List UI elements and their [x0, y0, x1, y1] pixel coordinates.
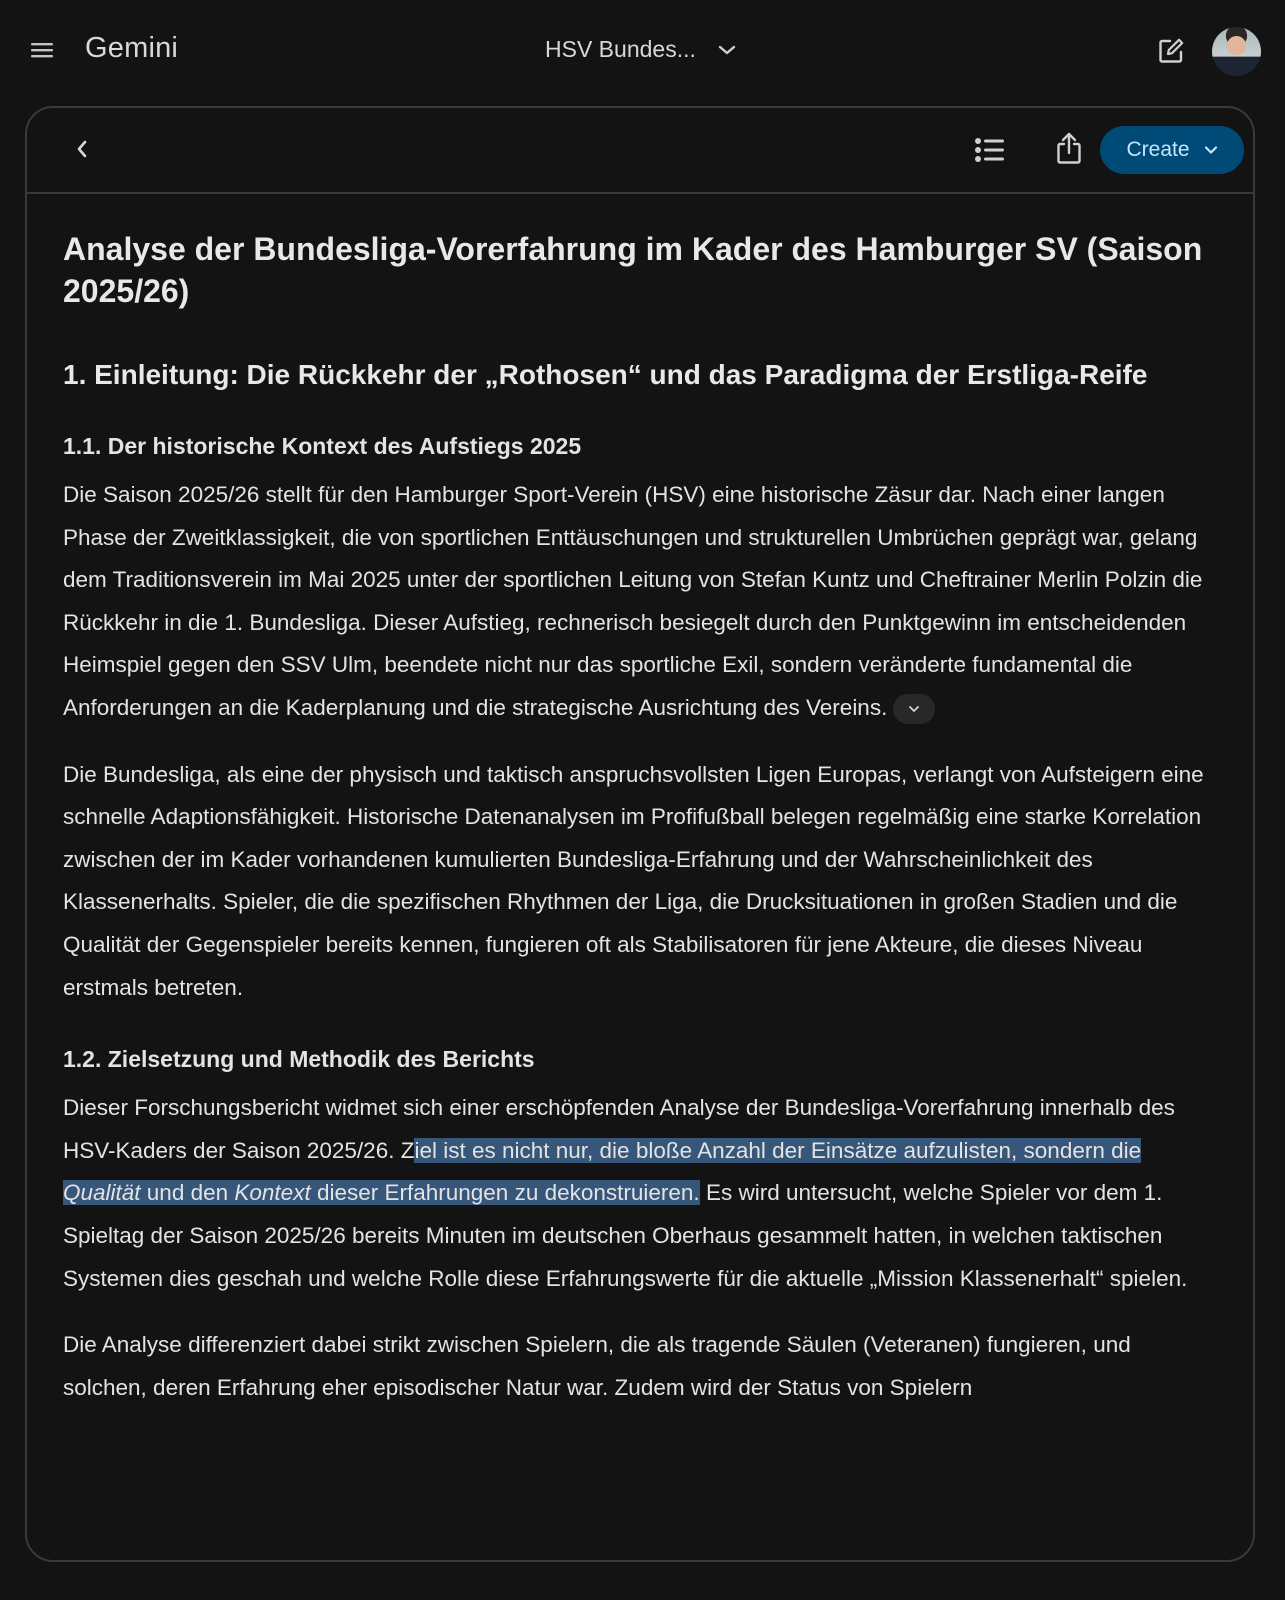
list-bulleted-icon [974, 136, 1006, 164]
create-button[interactable] [1100, 126, 1244, 174]
emphasized-text: Kontext [234, 1180, 311, 1206]
paragraph-text: Die Saison 2025/26 stellt für den Hamburger Sport-Verein (HSV) eine historische Zäsur dar. Nach einer langen Phase der Zweitklassigkeit, die von sportlichen Enttäuschungen und strukturellen Umbrüchen geprägt war, gelang dem Traditionsverein im Mai 2025 unter der sportlichen Leitung von Stefan Kuntz und Cheftrainer Merlin Polzin die Rückkehr in die 1. Bundesliga. Dieser Aufstieg, rechnerisch besiegelt durch den Punktgewinn im entscheidenden Heimspiel gegen den SSV Ulm, beendete nicht nur das sportliche Exil, sondern veränderte fundamental die Anforderungen an die Kaderplanung und die strategische Ausrichtung des Vereins. [63, 482, 1203, 720]
app-top-bar [0, 0, 1285, 104]
user-avatar[interactable] [1212, 27, 1261, 76]
main-menu-button[interactable] [28, 36, 56, 64]
document-content [63, 228, 1213, 1433]
share-button[interactable] [1051, 128, 1087, 168]
edit-square-icon [1157, 37, 1185, 65]
app-brand: Gemini [85, 32, 179, 64]
document-toolbar [27, 108, 1253, 194]
create-button-label: Create [1126, 138, 1190, 161]
selected-text-part: und den [140, 1180, 235, 1206]
paragraph [63, 1087, 1213, 1300]
document-canvas-panel [25, 106, 1255, 1562]
paragraph: Die Bundesliga, als eine der physisch und taktisch anspruchsvollsten Ligen Europas, verlangt von Aufsteigern eine schnelle Adaptionsfähigkeit. Historische Datenanalysen im Profifußball belegen regelmäßig eine starke Korrelation zwischen der im Kader vorhandenen kumulierten Bundesliga-Erfahrung und der Wahrscheinlichkeit des Klassenerhalts. Spieler, die die spezifischen Rhythmen der Liga, die Drucksituationen in großen Stadien und die Qualität der Gegenspieler bereits kennen, fungieren oft als Stabilisatoren für jene Akteure, die dieses Niveau erstmals betreten. [63, 761, 1204, 1000]
chevron-down-icon [718, 44, 736, 56]
chevron-down-icon [908, 705, 920, 713]
chat-title-label: HSV Bundes... [545, 36, 696, 62]
source-citation-chip[interactable] [893, 694, 935, 724]
section-heading-1: 1. Einleitung: Die Rückkehr der „Rothosen“ und das Paradigma der Erstliga-Reife [63, 359, 1148, 390]
emphasized-text: Qualität [63, 1180, 141, 1206]
back-button[interactable] [67, 134, 97, 164]
paragraph: Die Analyse differenziert dabei strikt zwischen Spielern, die als tragende Säulen (Veteranen) fungieren, und solchen, deren Erfahrung eher episodischer Natur war. Zudem wird der Status von Spielern [63, 1332, 1131, 1400]
share-icon [1055, 131, 1083, 165]
document-title: Analyse der Bundesliga-Vorerfahrung im Kader des Hamburger SV (Saison 2025/26) [63, 231, 1203, 309]
selected-text-part: dieser Erfahrungen zu dekonstruieren. [310, 1180, 700, 1206]
selected-text-part: iel ist es nicht nur, die bloße Anzahl der Einsätze aufzulisten, sondern die [414, 1137, 1142, 1163]
table-of-contents-button[interactable] [972, 132, 1008, 168]
subsection-heading-1-2: 1.2. Zielsetzung und Methodik des Berichts [63, 1046, 535, 1073]
chat-title-dropdown[interactable] [545, 36, 736, 63]
subsection-heading-1-1: 1.1. Der historische Kontext des Aufstiegs 2025 [63, 433, 582, 459]
hamburger-menu-icon [30, 40, 54, 60]
paragraph-text: Es wird untersucht, welche Spieler vor dem 1. Spieltag der Saison 2025/26 bereits Minuten im deutschen Oberhaus gesammelt hatten, in welchen taktischen Systemen dies geschah und welche Rolle diese Erfahrungswerte für die aktuelle „Mission Klassenerhalt“ spielen. [63, 1180, 1188, 1291]
chevron-down-icon [1204, 145, 1218, 155]
paragraph-text: Dieser Forschungsbericht widmet sich einer erschöpfenden Analyse der Bundesliga-Vorerfahrung innerhalb des HSV-Kaders der Saison 2025/26. Z [63, 1095, 1175, 1163]
new-chat-button[interactable] [1155, 35, 1187, 67]
paragraph [63, 474, 1213, 730]
chevron-left-icon [75, 139, 89, 159]
